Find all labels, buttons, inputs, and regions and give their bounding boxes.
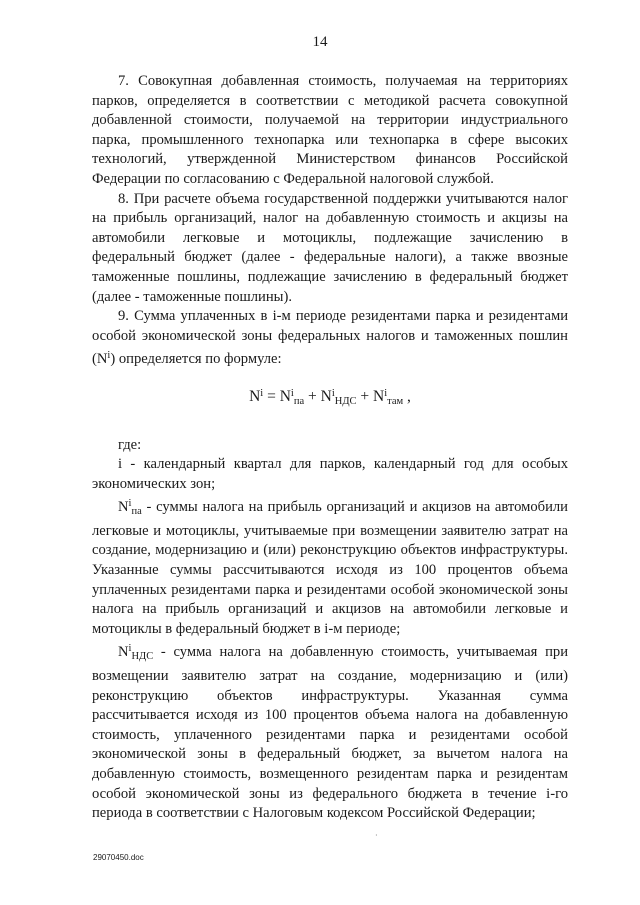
formula-term-tam: N xyxy=(373,387,385,405)
paragraph-9-sup: i xyxy=(107,350,111,362)
definition-i: i - календарный квартал для парков, календарный год для особых экономических зон; xyxy=(92,456,568,492)
formula-term-pa-sup: i xyxy=(290,387,294,399)
paragraph-7: 7. Совокупная добавленная стоимость, получаемая на территориях парков, определяется в соответствии с методикой расчета совокупной добавленной стоимости, получаемой на территории индустриального парка, промышленного технопарка или технопарка в сфере высоких технологий, утвержденной Министерством финансов Российской Федерации по согласованию с Федеральной налоговой службой. xyxy=(92,73,568,187)
formula-term-nds-sup: i xyxy=(331,387,335,399)
formula-plus: + xyxy=(304,387,321,405)
formula-term-pa-sub: па xyxy=(293,395,305,407)
formula-lhs-sup: i xyxy=(260,387,264,399)
definition-n-pa xyxy=(92,494,568,639)
formula-plus: + xyxy=(356,387,373,405)
formula-lhs: N xyxy=(249,387,261,405)
where-label: где: xyxy=(118,436,142,453)
scan-mark: · xyxy=(375,831,378,840)
definition-n-nds-text: - сумма налога на добавленную стоимость, учитываемая при возмещении заявителю затрат на создание, модернизацию и (или) реконструкцию объектов инфраструктуры. Указанная сумма рассчитывается исходя из 100 процентов объема налога на добавленную стоимость, уплаченного резидентами парка и резидентами особой экономической зоны в федеральный бюджет, за вычетом налога на добавленную стоимость, возмещенного резидентам парка и резидентам особой экономической зоны из федерального бюджета в течение i-го периода в соответствии с Налоговым кодексом Российской Федерации; xyxy=(92,644,568,822)
definition-n-pa-text: - суммы налога на прибыль организаций и акцизов на автомобили легковые и мотоциклы, учитываемые при возмещении заявителю затрат на создание, модернизацию и (или) реконструкцию объектов инфраструктуры. Указанные суммы рассчитываются исходя из 100 процентов объема уплаченных резидентами парка и резидентами особой экономической зоны налога на прибыль организаций и акцизов на автомобили легковые и мотоциклы в федеральный бюджет в i-м периоде; xyxy=(92,499,568,637)
definition-n-pa-sup: i xyxy=(128,498,132,510)
paragraph-9-end: ) определяется по формуле: xyxy=(110,351,282,368)
definition-n-nds-symbol: N xyxy=(118,644,129,661)
paragraph-9 xyxy=(92,307,568,370)
formula-term-tam-sup: i xyxy=(384,387,388,399)
page-number: 14 xyxy=(312,34,328,50)
formula-term-nds: N xyxy=(320,387,332,405)
formula-term-tam-sub: там xyxy=(387,395,404,407)
definition-n-nds-sub: НДС xyxy=(131,651,154,663)
footer-filename: 29070450.doc xyxy=(93,853,144,862)
definition-n-pa-symbol: N xyxy=(118,499,129,516)
formula-term-pa: N xyxy=(279,387,291,405)
definition-n-nds xyxy=(92,639,568,823)
formula-end: , xyxy=(403,387,411,405)
document-body xyxy=(92,72,568,824)
formula xyxy=(92,384,568,412)
definition-n-pa-sub: па xyxy=(131,506,142,518)
formula-term-nds-sub: НДС xyxy=(334,395,357,407)
definition-n-nds-sup: i xyxy=(128,643,132,655)
paragraph-9-start: 9. Сумма уплаченных в i-м периоде резидентами парка и резидентами особой экономической зоны федеральных налогов и таможенных пошлин (N xyxy=(92,308,568,368)
formula-equals: = xyxy=(263,387,280,405)
paragraph-8: 8. При расчете объема государственной поддержки учитываются налог на прибыль организаций, налог на добавленную стоимость и акцизы на автомобили легковые и мотоциклы, подлежащие зачислению в федеральный бюджет (далее - федеральные налоги), а также ввозные таможенные пошлины, подлежащие зачислению в федеральный бюджет (далее - таможенные пошлины). xyxy=(92,190,568,305)
